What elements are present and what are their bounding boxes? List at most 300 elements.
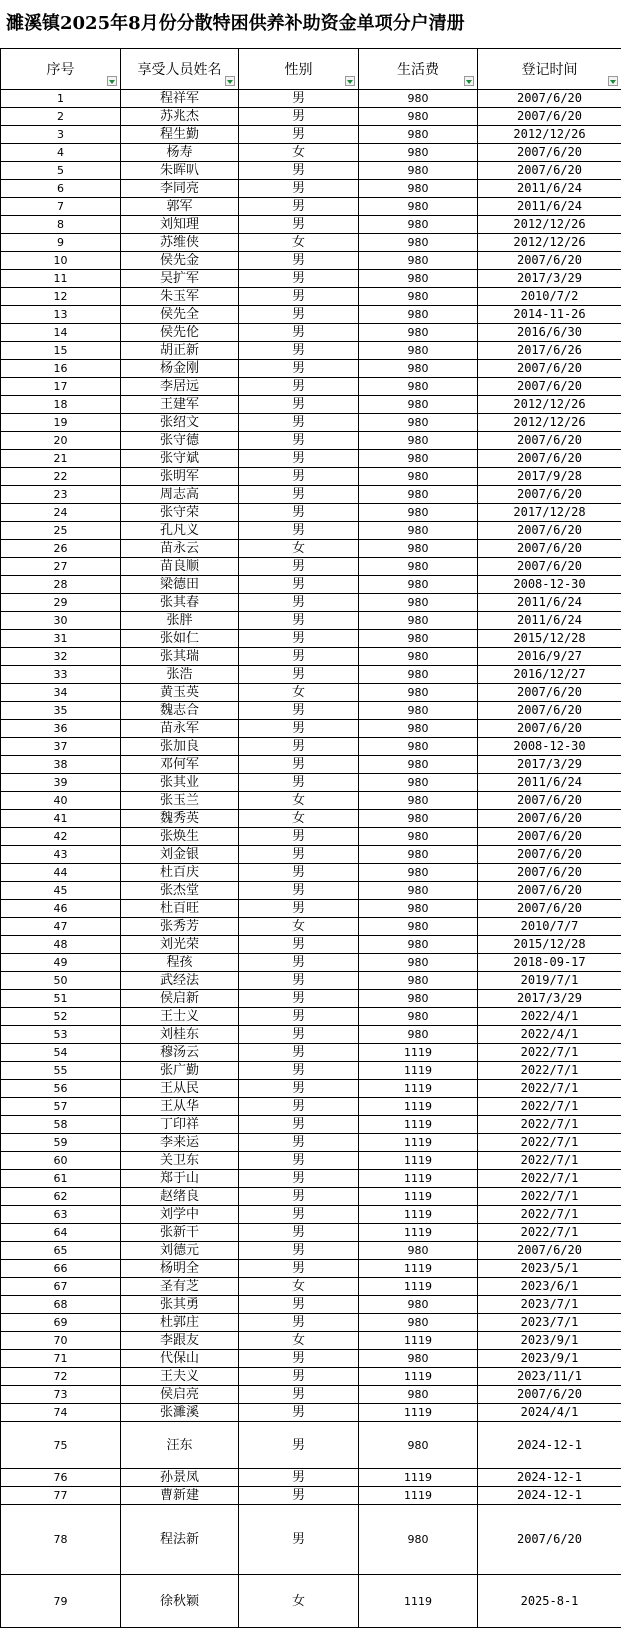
table-row [1, 1026, 621, 1044]
table-row [1, 810, 621, 828]
cell-gender: 男 [239, 882, 359, 900]
cell-name: 张浩 [121, 666, 239, 684]
cell-serial: 35 [1, 702, 121, 720]
cell-serial: 68 [1, 1296, 121, 1314]
cell-registration-date: 2007/6/20 [478, 900, 621, 918]
table-row [1, 1134, 621, 1152]
table-row [1, 1260, 621, 1278]
cell-living-allowance: 980 [359, 828, 478, 846]
table-row [1, 144, 621, 162]
table-row [1, 1170, 621, 1188]
cell-registration-date: 2007/6/20 [478, 522, 621, 540]
cell-gender: 男 [239, 198, 359, 216]
table-row [1, 342, 621, 360]
cell-registration-date: 2017/3/29 [478, 270, 621, 288]
cell-name: 程生勤 [121, 126, 239, 144]
table-row [1, 918, 621, 936]
table-row [1, 1296, 621, 1314]
cell-registration-date: 2015/12/28 [478, 936, 621, 954]
cell-registration-date: 2022/7/1 [478, 1206, 621, 1224]
cell-serial: 58 [1, 1116, 121, 1134]
cell-name: 邓何军 [121, 756, 239, 774]
cell-name: 张玉兰 [121, 792, 239, 810]
cell-name: 赵绪良 [121, 1188, 239, 1206]
cell-name: 张如仁 [121, 630, 239, 648]
cell-living-allowance: 980 [359, 198, 478, 216]
cell-living-allowance: 980 [359, 468, 478, 486]
cell-serial: 46 [1, 900, 121, 918]
cell-registration-date: 2024-12-1 [478, 1422, 621, 1469]
cell-name: 刘金银 [121, 846, 239, 864]
cell-serial: 62 [1, 1188, 121, 1206]
cell-gender: 女 [239, 684, 359, 702]
cell-name: 王从华 [121, 1098, 239, 1116]
cell-registration-date: 2024-12-1 [478, 1487, 621, 1505]
cell-living-allowance: 1119 [359, 1404, 478, 1422]
table-row [1, 1116, 621, 1134]
cell-serial: 66 [1, 1260, 121, 1278]
cell-living-allowance: 980 [359, 378, 478, 396]
cell-serial: 71 [1, 1350, 121, 1368]
filter-dropdown-icon[interactable] [107, 76, 117, 86]
cell-gender: 男 [239, 1422, 359, 1469]
cell-name: 王士义 [121, 1008, 239, 1026]
table-row [1, 1224, 621, 1242]
cell-registration-date: 2007/6/20 [478, 882, 621, 900]
cell-registration-date: 2022/7/1 [478, 1044, 621, 1062]
cell-living-allowance: 1119 [359, 1469, 478, 1487]
table-row [1, 1278, 621, 1296]
cell-gender: 男 [239, 504, 359, 522]
table-row [1, 648, 621, 666]
cell-gender: 男 [239, 1188, 359, 1206]
cell-registration-date: 2016/9/27 [478, 648, 621, 666]
cell-gender: 男 [239, 1242, 359, 1260]
cell-name: 程孩 [121, 954, 239, 972]
cell-name: 张杰堂 [121, 882, 239, 900]
cell-name: 张新干 [121, 1224, 239, 1242]
cell-living-allowance: 980 [359, 576, 478, 594]
column-header-gender [239, 49, 359, 90]
cell-registration-date: 2007/6/20 [478, 378, 621, 396]
cell-serial: 16 [1, 360, 121, 378]
cell-name: 刘知理 [121, 216, 239, 234]
table-row [1, 90, 621, 108]
table-row [1, 1098, 621, 1116]
cell-gender: 男 [239, 126, 359, 144]
cell-gender: 男 [239, 594, 359, 612]
table-row [1, 702, 621, 720]
cell-registration-date: 2022/7/1 [478, 1188, 621, 1206]
cell-living-allowance: 980 [359, 612, 478, 630]
cell-registration-date: 2007/6/20 [478, 90, 621, 108]
cell-name: 侯启亮 [121, 1386, 239, 1404]
filter-dropdown-icon[interactable] [225, 76, 235, 86]
cell-name: 苗良顺 [121, 558, 239, 576]
cell-serial: 54 [1, 1044, 121, 1062]
column-header-registration-date [478, 49, 621, 90]
cell-gender: 男 [239, 108, 359, 126]
cell-name: 程法新 [121, 1505, 239, 1575]
cell-registration-date: 2007/6/20 [478, 810, 621, 828]
table-header [1, 49, 621, 90]
table-row [1, 432, 621, 450]
cell-registration-date: 2007/6/20 [478, 486, 621, 504]
table-row [1, 162, 621, 180]
cell-serial: 1 [1, 90, 121, 108]
cell-serial: 7 [1, 198, 121, 216]
cell-name: 魏秀英 [121, 810, 239, 828]
cell-registration-date: 2007/6/20 [478, 1386, 621, 1404]
table-row [1, 1404, 621, 1422]
cell-living-allowance: 980 [359, 180, 478, 198]
cell-gender: 男 [239, 378, 359, 396]
cell-name: 苏维侠 [121, 234, 239, 252]
cell-living-allowance: 980 [359, 396, 478, 414]
cell-living-allowance: 980 [359, 792, 478, 810]
column-header-name [121, 49, 239, 90]
cell-registration-date: 2024/4/1 [478, 1404, 621, 1422]
cell-serial: 30 [1, 612, 121, 630]
cell-name: 张濉溪 [121, 1404, 239, 1422]
cell-gender: 男 [239, 1404, 359, 1422]
filter-dropdown-icon[interactable] [345, 76, 355, 86]
cell-serial: 5 [1, 162, 121, 180]
cell-gender: 男 [239, 396, 359, 414]
cell-serial: 45 [1, 882, 121, 900]
cell-gender: 男 [239, 972, 359, 990]
cell-registration-date: 2022/7/1 [478, 1170, 621, 1188]
cell-serial: 17 [1, 378, 121, 396]
cell-living-allowance: 980 [359, 738, 478, 756]
cell-living-allowance: 980 [359, 108, 478, 126]
table-row [1, 1386, 621, 1404]
table-row [1, 666, 621, 684]
table-row [1, 1062, 621, 1080]
cell-serial: 15 [1, 342, 121, 360]
table-row [1, 180, 621, 198]
table-row [1, 846, 621, 864]
cell-name: 张其业 [121, 774, 239, 792]
cell-registration-date: 2007/6/20 [478, 846, 621, 864]
cell-living-allowance: 1119 [359, 1487, 478, 1505]
column-header-label: 性别 [284, 62, 313, 78]
cell-serial: 42 [1, 828, 121, 846]
cell-living-allowance: 980 [359, 216, 478, 234]
cell-registration-date: 2017/3/29 [478, 756, 621, 774]
cell-living-allowance: 980 [359, 432, 478, 450]
table-row [1, 540, 621, 558]
cell-registration-date: 2008-12-30 [478, 576, 621, 594]
cell-living-allowance: 980 [359, 720, 478, 738]
cell-registration-date: 2022/7/1 [478, 1224, 621, 1242]
cell-living-allowance: 980 [359, 936, 478, 954]
cell-living-allowance: 1119 [359, 1134, 478, 1152]
cell-name: 胡正新 [121, 342, 239, 360]
cell-living-allowance: 1119 [359, 1332, 478, 1350]
cell-name: 郭军 [121, 198, 239, 216]
filter-dropdown-icon[interactable] [608, 76, 618, 86]
cell-living-allowance: 1119 [359, 1206, 478, 1224]
cell-registration-date: 2007/6/20 [478, 162, 621, 180]
cell-serial: 31 [1, 630, 121, 648]
table-row [1, 684, 621, 702]
cell-gender: 男 [239, 648, 359, 666]
cell-gender: 男 [239, 450, 359, 468]
cell-gender: 男 [239, 864, 359, 882]
cell-serial: 78 [1, 1505, 121, 1575]
table-row [1, 306, 621, 324]
table-row [1, 594, 621, 612]
cell-serial: 77 [1, 1487, 121, 1505]
cell-gender: 男 [239, 1152, 359, 1170]
cell-living-allowance: 980 [359, 414, 478, 432]
cell-serial: 38 [1, 756, 121, 774]
cell-living-allowance: 980 [359, 234, 478, 252]
cell-name: 魏志合 [121, 702, 239, 720]
cell-name: 王夫义 [121, 1368, 239, 1386]
cell-serial: 51 [1, 990, 121, 1008]
cell-serial: 73 [1, 1386, 121, 1404]
cell-serial: 52 [1, 1008, 121, 1026]
cell-serial: 11 [1, 270, 121, 288]
table-row [1, 198, 621, 216]
cell-name: 关卫东 [121, 1152, 239, 1170]
cell-registration-date: 2007/6/20 [478, 702, 621, 720]
table-row [1, 504, 621, 522]
cell-gender: 男 [239, 936, 359, 954]
table-row [1, 774, 621, 792]
cell-name: 张其瑞 [121, 648, 239, 666]
table-row [1, 990, 621, 1008]
cell-living-allowance: 980 [359, 558, 478, 576]
cell-serial: 64 [1, 1224, 121, 1242]
cell-serial: 61 [1, 1170, 121, 1188]
cell-living-allowance: 980 [359, 504, 478, 522]
cell-living-allowance: 980 [359, 630, 478, 648]
cell-living-allowance: 980 [359, 288, 478, 306]
cell-name: 苗永军 [121, 720, 239, 738]
table-row [1, 1350, 621, 1368]
cell-gender: 男 [239, 1469, 359, 1487]
cell-name: 张守斌 [121, 450, 239, 468]
cell-gender: 男 [239, 1487, 359, 1505]
cell-name: 朱玉军 [121, 288, 239, 306]
cell-serial: 48 [1, 936, 121, 954]
table-row [1, 1368, 621, 1386]
cell-serial: 28 [1, 576, 121, 594]
column-header-living-allowance [359, 49, 478, 90]
cell-serial: 18 [1, 396, 121, 414]
filter-dropdown-icon[interactable] [464, 76, 474, 86]
cell-name: 刘光荣 [121, 936, 239, 954]
cell-serial: 12 [1, 288, 121, 306]
cell-gender: 男 [239, 216, 359, 234]
cell-registration-date: 2012/12/26 [478, 414, 621, 432]
cell-serial: 40 [1, 792, 121, 810]
cell-serial: 76 [1, 1469, 121, 1487]
table-row [1, 1044, 621, 1062]
cell-gender: 男 [239, 1008, 359, 1026]
cell-name: 张加良 [121, 738, 239, 756]
cell-gender: 女 [239, 810, 359, 828]
cell-serial: 20 [1, 432, 121, 450]
cell-living-allowance: 980 [359, 1242, 478, 1260]
cell-gender: 男 [239, 1368, 359, 1386]
cell-name: 李跟友 [121, 1332, 239, 1350]
cell-living-allowance: 1119 [359, 1278, 478, 1296]
cell-registration-date: 2012/12/26 [478, 126, 621, 144]
cell-registration-date: 2022/7/1 [478, 1134, 621, 1152]
table-row [1, 252, 621, 270]
cell-serial: 79 [1, 1575, 121, 1628]
cell-name: 周志高 [121, 486, 239, 504]
cell-gender: 女 [239, 540, 359, 558]
cell-living-allowance: 980 [359, 846, 478, 864]
cell-serial: 75 [1, 1422, 121, 1469]
cell-living-allowance: 1119 [359, 1188, 478, 1206]
cell-living-allowance: 980 [359, 144, 478, 162]
cell-gender: 男 [239, 270, 359, 288]
cell-serial: 74 [1, 1404, 121, 1422]
cell-living-allowance: 980 [359, 972, 478, 990]
cell-name: 杜百旺 [121, 900, 239, 918]
cell-living-allowance: 980 [359, 990, 478, 1008]
cell-name: 朱晖叭 [121, 162, 239, 180]
cell-gender: 男 [239, 576, 359, 594]
cell-serial: 56 [1, 1080, 121, 1098]
cell-serial: 47 [1, 918, 121, 936]
cell-serial: 50 [1, 972, 121, 990]
cell-registration-date: 2007/6/20 [478, 432, 621, 450]
table-row [1, 270, 621, 288]
cell-name: 杨金刚 [121, 360, 239, 378]
cell-registration-date: 2011/6/24 [478, 594, 621, 612]
cell-name: 侯启新 [121, 990, 239, 1008]
column-header-label: 登记时间 [521, 62, 578, 78]
cell-name: 郑于山 [121, 1170, 239, 1188]
cell-registration-date: 2022/7/1 [478, 1116, 621, 1134]
table-row [1, 1487, 621, 1505]
cell-serial: 70 [1, 1332, 121, 1350]
cell-registration-date: 2007/6/20 [478, 1242, 621, 1260]
cell-registration-date: 2012/12/26 [478, 396, 621, 414]
cell-serial: 26 [1, 540, 121, 558]
cell-serial: 37 [1, 738, 121, 756]
cell-gender: 男 [239, 1314, 359, 1332]
table-row [1, 108, 621, 126]
cell-gender: 男 [239, 360, 359, 378]
cell-serial: 32 [1, 648, 121, 666]
table-row [1, 1206, 621, 1224]
table-row [1, 612, 621, 630]
cell-gender: 女 [239, 1332, 359, 1350]
cell-registration-date: 2007/6/20 [478, 1505, 621, 1575]
cell-living-allowance: 980 [359, 1505, 478, 1575]
cell-living-allowance: 980 [359, 306, 478, 324]
cell-living-allowance: 980 [359, 90, 478, 108]
cell-living-allowance: 1119 [359, 1098, 478, 1116]
cell-serial: 6 [1, 180, 121, 198]
cell-serial: 23 [1, 486, 121, 504]
cell-gender: 男 [239, 432, 359, 450]
table-row [1, 468, 621, 486]
table-row [1, 486, 621, 504]
cell-name: 梁德田 [121, 576, 239, 594]
table-row [1, 954, 621, 972]
cell-living-allowance: 980 [359, 756, 478, 774]
table-row [1, 1314, 621, 1332]
table-row [1, 1422, 621, 1469]
cell-registration-date: 2023/5/1 [478, 1260, 621, 1278]
cell-living-allowance: 980 [359, 1350, 478, 1368]
cell-registration-date: 2015/12/28 [478, 630, 621, 648]
cell-serial: 63 [1, 1206, 121, 1224]
cell-serial: 69 [1, 1314, 121, 1332]
cell-registration-date: 2011/6/24 [478, 180, 621, 198]
cell-registration-date: 2018-09-17 [478, 954, 621, 972]
cell-living-allowance: 980 [359, 1422, 478, 1469]
cell-name: 张广勤 [121, 1062, 239, 1080]
cell-name: 张明军 [121, 468, 239, 486]
cell-serial: 65 [1, 1242, 121, 1260]
cell-gender: 男 [239, 630, 359, 648]
cell-serial: 27 [1, 558, 121, 576]
column-header-label: 生活费 [397, 62, 439, 78]
cell-name: 张守荣 [121, 504, 239, 522]
cell-registration-date: 2023/9/1 [478, 1350, 621, 1368]
table-row [1, 738, 621, 756]
cell-living-allowance: 980 [359, 594, 478, 612]
cell-registration-date: 2016/12/27 [478, 666, 621, 684]
cell-gender: 男 [239, 828, 359, 846]
cell-serial: 67 [1, 1278, 121, 1296]
cell-registration-date: 2022/4/1 [478, 1026, 621, 1044]
cell-name: 丁印祥 [121, 1116, 239, 1134]
table-row [1, 630, 621, 648]
cell-serial: 22 [1, 468, 121, 486]
cell-registration-date: 2010/7/2 [478, 288, 621, 306]
cell-name: 侯先金 [121, 252, 239, 270]
cell-name: 刘桂东 [121, 1026, 239, 1044]
cell-name: 侯先伦 [121, 324, 239, 342]
cell-name: 刘德元 [121, 1242, 239, 1260]
cell-name: 侯先全 [121, 306, 239, 324]
cell-registration-date: 2023/6/1 [478, 1278, 621, 1296]
cell-registration-date: 2019/7/1 [478, 972, 621, 990]
cell-serial: 9 [1, 234, 121, 252]
cell-name: 张守德 [121, 432, 239, 450]
cell-gender: 男 [239, 1350, 359, 1368]
cell-living-allowance: 980 [359, 126, 478, 144]
table-row [1, 1152, 621, 1170]
cell-gender: 男 [239, 1080, 359, 1098]
cell-living-allowance: 980 [359, 666, 478, 684]
table-row [1, 1242, 621, 1260]
cell-living-allowance: 1119 [359, 1044, 478, 1062]
cell-name: 张其春 [121, 594, 239, 612]
cell-gender: 男 [239, 756, 359, 774]
column-header-serial [1, 49, 121, 90]
cell-living-allowance: 980 [359, 522, 478, 540]
cell-name: 张焕生 [121, 828, 239, 846]
cell-gender: 男 [239, 288, 359, 306]
cell-registration-date: 2025-8-1 [478, 1575, 621, 1628]
cell-serial: 55 [1, 1062, 121, 1080]
cell-living-allowance: 980 [359, 810, 478, 828]
cell-serial: 59 [1, 1134, 121, 1152]
cell-gender: 男 [239, 252, 359, 270]
